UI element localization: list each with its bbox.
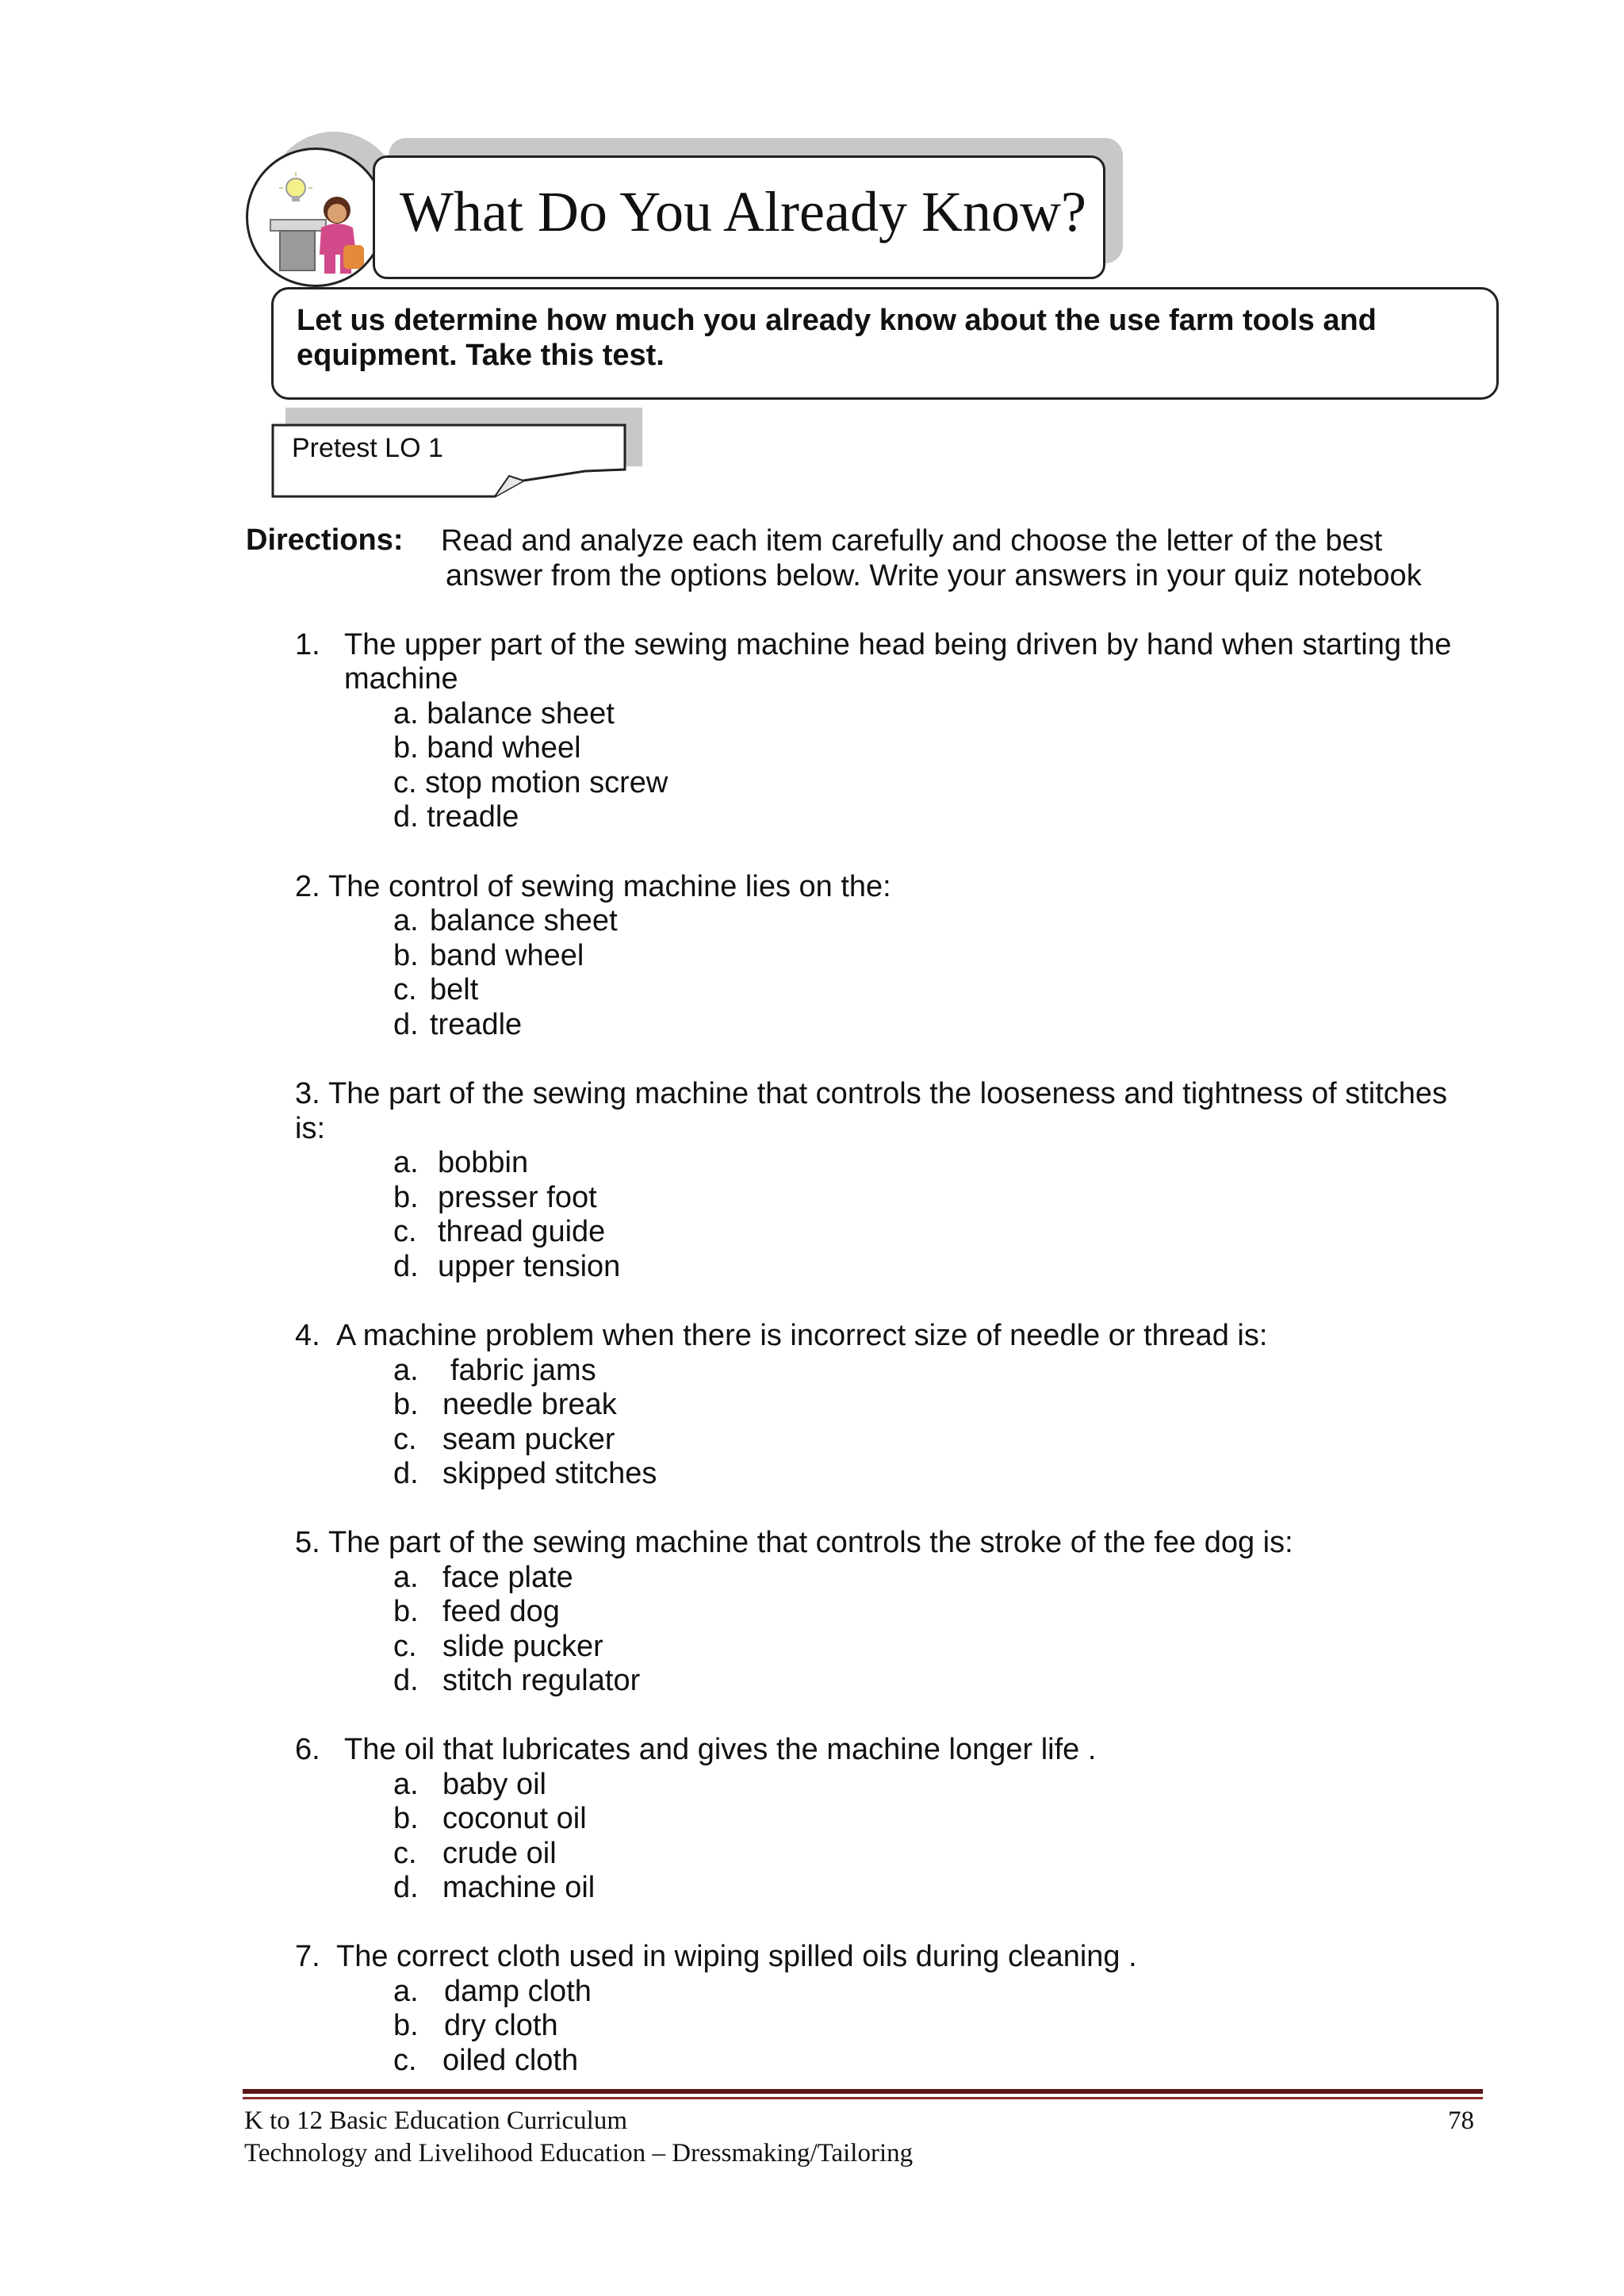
question-2-option-b: band wheel (430, 939, 584, 972)
question-7-text: The correct cloth used in wiping spilled oils during cleaning . (336, 1940, 1137, 1973)
directions-label: Directions: (246, 523, 404, 557)
question-7-option-c: oiled cloth (442, 2044, 579, 2077)
question-4-option-b: needle break (442, 1388, 617, 1421)
question-3-option-b-letter: b. (393, 1181, 419, 1214)
question-5-option-c: slide pucker (442, 1630, 603, 1663)
question-7-option-b-letter: b. (393, 2009, 419, 2042)
question-5-number: 5. (295, 1526, 320, 1559)
intro-line-2: equipment. Take this test. (297, 339, 665, 372)
question-6-option-c: crude oil (442, 1837, 557, 1870)
pretest-label: Pretest LO 1 (292, 433, 443, 463)
page-number: 78 (1448, 2106, 1474, 2135)
question-2-option-c-letter: c. (393, 973, 417, 1006)
question-2-number: 2. (295, 870, 320, 903)
question-3-option-d-letter: d. (393, 1250, 419, 1283)
question-6-number: 6. (295, 1733, 320, 1766)
question-6-option-c-letter: c. (393, 1837, 417, 1870)
question-7-number: 7. (295, 1940, 320, 1973)
question-1-option-d: d. treadle (393, 800, 519, 834)
question-2-option-a-letter: a. (393, 904, 419, 937)
question-6-option-d: machine oil (442, 1871, 596, 1904)
question-5-option-b-letter: b. (393, 1595, 419, 1628)
question-2-option-d-letter: d. (393, 1008, 419, 1041)
question-1-text: The upper part of the sewing machine head being driven by hand when starting the (344, 628, 1452, 661)
question-2-text: The control of sewing machine lies on the: (328, 870, 891, 903)
question-2-option-d: treadle (430, 1008, 523, 1041)
question-6-option-b-letter: b. (393, 1802, 419, 1835)
lightbulb-icon (279, 172, 312, 201)
footer-rule-thin (243, 2097, 1483, 2099)
question-4-option-c: seam pucker (442, 1423, 615, 1456)
question-1-number: 1. (295, 628, 320, 661)
directions-text (441, 523, 1488, 593)
question-3-option-a: bobbin (438, 1146, 529, 1179)
question-3-option-c: thread guide (438, 1215, 606, 1248)
student-at-desk-icon (246, 148, 385, 287)
directions-line-2: answer from the options below. Write your answers in your quiz notebook (446, 559, 1422, 592)
intro-text (297, 303, 1470, 373)
question-7-option-b: dry cloth (444, 2009, 558, 2042)
question-1-option-a: a. balance sheet (393, 697, 615, 730)
section-title: What Do You Already Know? (400, 180, 1086, 243)
question-2-option-b-letter: b. (393, 939, 419, 972)
question-3-option-a-letter: a. (393, 1146, 419, 1179)
question-4-option-d: skipped stitches (442, 1457, 657, 1490)
question-7-option-a: damp cloth (444, 1975, 592, 2008)
question-6-option-b: coconut oil (442, 1802, 587, 1835)
question-1-option-c: c. stop motion screw (393, 766, 668, 799)
question-1-text-cont: machine (344, 662, 458, 696)
question-4-option-c-letter: c. (393, 1423, 417, 1456)
question-5-option-d-letter: d. (393, 1664, 419, 1697)
question-3-option-c-letter: c. (393, 1215, 417, 1248)
intro-line-1: Let us determine how much you already know about the use farm tools and (297, 304, 1377, 337)
question-4-number: 4. (295, 1319, 320, 1352)
question-4-option-a-letter: a. (393, 1354, 419, 1387)
question-3-option-b: presser foot (438, 1181, 597, 1214)
question-3-option-d: upper tension (438, 1250, 621, 1283)
question-6-text: The oil that lubricates and gives the machine longer life . (344, 1733, 1097, 1766)
question-3-number: 3. (295, 1077, 320, 1110)
question-1-option-b: b. band wheel (393, 731, 581, 765)
question-4-option-d-letter: d. (393, 1457, 419, 1490)
question-5-option-a-letter: a. (393, 1561, 419, 1594)
question-3-text-cont: is: (295, 1112, 325, 1145)
question-2-option-a: balance sheet (430, 904, 618, 937)
question-6-option-d-letter: d. (393, 1871, 419, 1904)
question-5-option-d: stitch regulator (442, 1664, 641, 1697)
question-5-option-b: feed dog (442, 1595, 560, 1628)
question-5-option-c-letter: c. (393, 1630, 417, 1663)
footer-rule (243, 2089, 1483, 2094)
question-6-option-a-letter: a. (393, 1768, 419, 1801)
question-2-option-c: belt (430, 973, 479, 1006)
question-3-text: The part of the sewing machine that controls the looseness and tightness of stitches (328, 1077, 1448, 1110)
question-7-option-c-letter: c. (393, 2044, 417, 2077)
question-6-option-a: baby oil (442, 1768, 546, 1801)
question-5-text: The part of the sewing machine that controls the stroke of the fee dog is: (328, 1526, 1293, 1559)
footer-subject: Technology and Livelihood Education – Dressmaking/Tailoring (244, 2139, 914, 2168)
footer-curriculum: K to 12 Basic Education Curriculum (244, 2106, 627, 2135)
question-4-option-b-letter: b. (393, 1388, 419, 1421)
question-5-option-a: face plate (442, 1561, 573, 1594)
question-4-option-a: fabric jams (450, 1354, 596, 1387)
question-4-text: A machine problem when there is incorrect size of needle or thread is: (336, 1319, 1268, 1352)
directions-line-1: Read and analyze each item carefully and choose the letter of the best (441, 524, 1383, 558)
question-7-option-a-letter: a. (393, 1975, 419, 2008)
